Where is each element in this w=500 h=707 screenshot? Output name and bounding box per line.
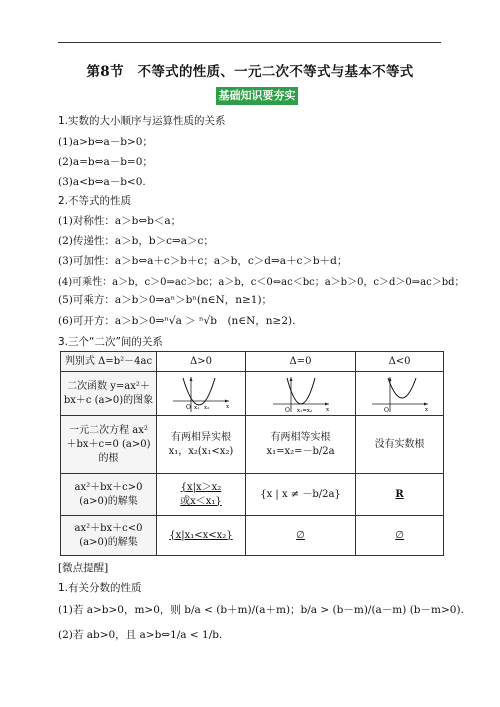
s2-item: (1)对称性：a＞b⇔b＜a；	[58, 215, 182, 227]
svg-text:x₂: x₂	[203, 404, 210, 411]
svg-text:x: x	[424, 406, 428, 413]
s2-item: (5)可乘方：a＞b＞0⇒aⁿ＞bⁿ(n∈N，n≥1)；	[58, 294, 273, 306]
row-label-roots: 一元二次方程 ax² ＋bx＋c=0 (a>0) 的根	[61, 416, 157, 474]
tip-item: (1)若 a>b>0，m>0，则 b/a < (b＋m)/(a＋m)；b/a > (b－m)/(a－m) (b－m>0).	[58, 604, 464, 616]
svg-text:O: O	[383, 406, 389, 414]
solution-set-gt: {x|x＞x₂ 或x＜x₁}	[157, 474, 246, 516]
row-label-lt: ax²＋bx＋c<0 (a>0)的解集	[61, 516, 157, 556]
quadratic-table	[60, 351, 444, 556]
solution-set-lt: ∅	[356, 516, 444, 556]
table-head-cell: Δ=0	[245, 352, 355, 372]
solution-set-lt: {x|x₁<x<x₂}	[157, 516, 246, 556]
svg-text:O: O	[284, 406, 290, 414]
roots-cell: 有两相等实根 x₁=x₂=－b/2a	[245, 416, 355, 474]
heading-3: 3.三个“二次”间的关系	[58, 336, 163, 348]
solution-set-gt: R	[356, 474, 444, 516]
graph-one-root	[245, 372, 355, 416]
roots-cell: 有两相异实根 x₁，x₂(x₁<x₂)	[157, 416, 246, 474]
table-head-cell: 判别式 Δ=b²－4ac	[61, 352, 157, 372]
svg-text:x₁: x₁	[193, 404, 200, 411]
graph-two-roots	[157, 372, 246, 416]
svg-text:x: x	[325, 406, 329, 413]
solution-set-lt: ∅	[245, 516, 355, 556]
section-banner: 基础知识要夯实	[216, 87, 298, 105]
table-head-cell: Δ<0	[356, 352, 444, 372]
top-rule	[58, 42, 441, 43]
tips-subheading: 1.有关分数的性质	[58, 582, 142, 594]
row-label-gt: ax²＋bx＋c>0 (a>0)的解集	[61, 474, 157, 516]
table-head-cell: Δ>0	[157, 352, 246, 372]
s2-item: (2)传递性：a＞b，b＞c⇒a＞c；	[58, 235, 214, 247]
svg-text:x₁=x₂: x₁=x₂	[296, 407, 312, 414]
page-title: 第8节 不等式的性质、一元二次不等式与基本不等式	[86, 64, 414, 80]
s2-item: (6)可开方：a＞b＞0⇒ⁿ√a ＞ ⁿ√b (n∈N，n≥2).	[58, 315, 296, 327]
tip-item: (2)若 ab>0，且 a>b⇔1/a < 1/b.	[58, 629, 223, 641]
graph-no-root	[356, 372, 444, 416]
s1-item: (3)a<b⇔a－b<0.	[58, 176, 146, 188]
svg-text:x: x	[225, 403, 230, 410]
s1-item: (1)a>b⇔a－b>0；	[58, 136, 153, 148]
svg-text:O: O	[185, 403, 191, 411]
solution-set-gt: {x | x ≠ －b/2a}	[245, 474, 355, 516]
roots-cell: 没有实数根	[356, 416, 444, 474]
heading-2: 2.不等式的性质	[58, 195, 132, 207]
s2-item: (3)可加性：a＞b⇔a＋c＞b＋c；a＞b，c＞d⇒a＋c＞b＋d；	[58, 255, 348, 267]
heading-1: 1.实数的大小顺序与运算性质的关系	[58, 115, 226, 127]
s2-item: (4)可乘性：a＞b，c＞0⇒ac＞bc；a＞b，c＜0⇔ac＜bc；a＞b＞0，c＞d＞0⇒ac＞bd；	[58, 277, 465, 288]
tips-heading: [微点提醒]	[58, 562, 109, 574]
s1-item: (2)a=b⇔a－b=0；	[58, 156, 153, 168]
row-label-graph: 二次函数 y=ax²＋ bx＋c (a>0)的图象	[61, 372, 157, 416]
